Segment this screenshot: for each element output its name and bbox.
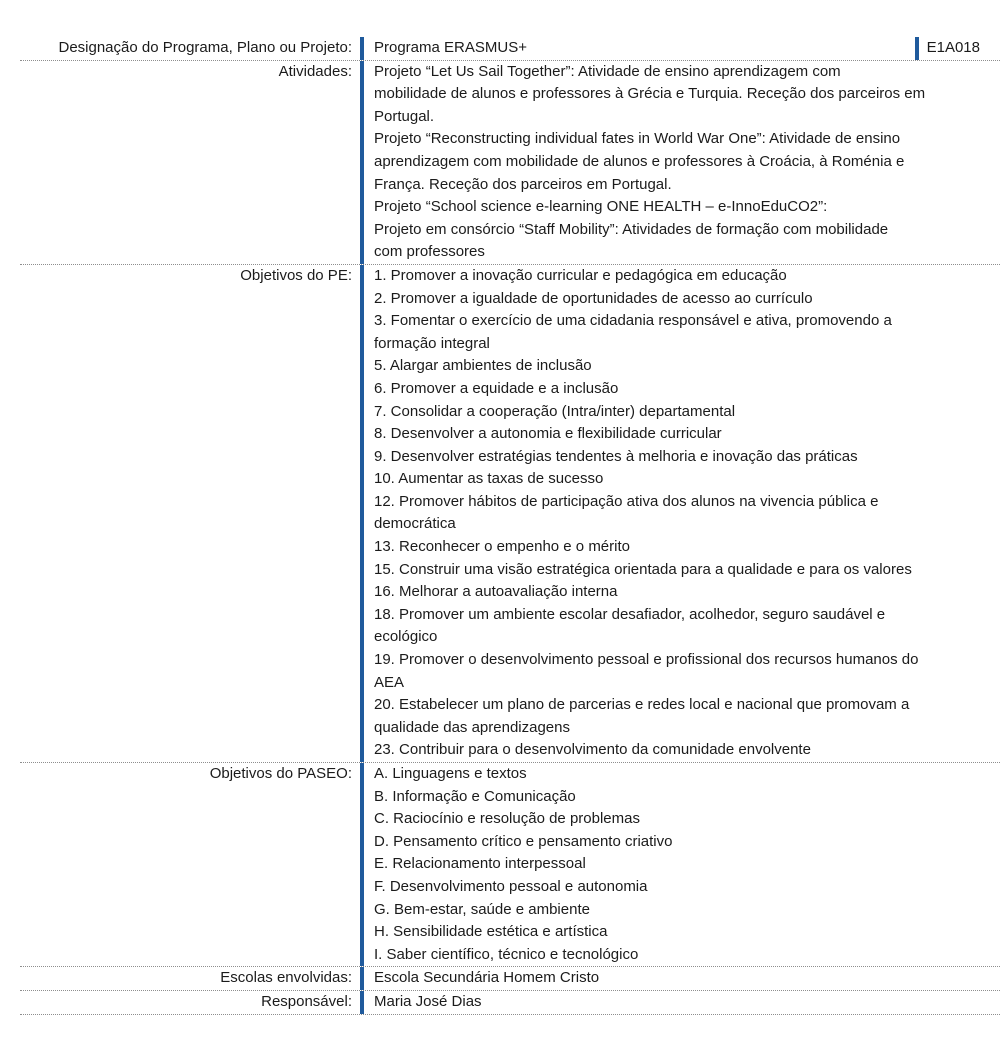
row-label: Objetivos do PE:	[240, 266, 352, 284]
value-line: formação integral	[374, 334, 490, 352]
value-line: AEA	[374, 673, 405, 691]
value-line: 5. Alargar ambientes de inclusão	[374, 357, 592, 375]
row-objetivos-do-pe	[20, 265, 1000, 763]
row-value	[364, 967, 1000, 990]
value-line: D. Pensamento crítico e pensamento criativo	[374, 832, 673, 850]
value-line: A. Linguagens e textos	[374, 765, 527, 782]
value-line: mobilidade de alunos e professores à Grécia e Turquia. Receção dos parceiros em	[374, 85, 926, 103]
row-value	[364, 763, 1000, 966]
value-line: 8. Desenvolver a autonomia e flexibilidade curricular	[374, 425, 722, 443]
row-value	[364, 37, 1000, 60]
value-line: ecológico	[374, 628, 438, 646]
value-line: C. Raciocínio e resolução de problemas	[374, 810, 640, 828]
value-line: França. Receção dos parceiros em Portugal.	[374, 175, 672, 193]
value-line: com professores	[374, 243, 485, 261]
row-value	[364, 265, 1000, 762]
value-line: Projeto “Let Us Sail Together”: Atividade de ensino aprendizagem com	[374, 62, 841, 80]
value-line: 18. Promover um ambiente escolar desafiador, acolhedor, seguro saudável e	[374, 605, 886, 623]
row-label: Atividades:	[278, 62, 352, 80]
value-line: 1. Promover a inovação curricular e pedagógica em educação	[374, 266, 787, 284]
value-line: 2. Promover a igualdade de oportunidades de acesso ao currículo	[374, 289, 813, 307]
field-rows	[20, 61, 1000, 1015]
project-sheet	[20, 37, 1000, 1015]
value-line: 9. Desenvolver estratégias tendentes à melhoria e inovação das práticas	[374, 447, 858, 465]
row-label: Designação do Programa, Plano ou Projeto:	[58, 39, 352, 56]
value-line: Projeto em consórcio “Staff Mobility”: Atividades de formação com mobilidade	[374, 220, 889, 238]
row-responsavel	[20, 991, 1000, 1015]
value-line: H. Sensibilidade estética e artística	[374, 923, 608, 941]
row-program-designation	[20, 37, 1000, 61]
value-line: B. Informação e Comunicação	[374, 787, 576, 805]
program-name: Programa ERASMUS+	[374, 39, 527, 56]
row-label: Responsável:	[261, 992, 352, 1010]
value-line: F. Desenvolvimento pessoal e autonomia	[374, 877, 648, 895]
value-line: Projeto “School science e-learning ONE HEALTH – e-InnoEduCO2”:	[374, 198, 828, 216]
code-accent-bar	[915, 37, 919, 60]
row-objetivos-do-paseo	[20, 763, 1000, 967]
value-line: 16. Melhorar a autoavaliação interna	[374, 583, 618, 601]
program-code-box	[915, 37, 980, 60]
value-line: 12. Promover hábitos de participação ativa dos alunos na vivencia pública e	[374, 492, 879, 510]
value-line: 3. Fomentar o exercício de uma cidadania responsável e ativa, promovendo a	[374, 312, 892, 330]
value-line: 15. Construir uma visão estratégica orientada para a qualidade e para os valores	[374, 560, 912, 578]
program-code: E1A018	[926, 39, 980, 56]
value-line: 7. Consolidar a cooperação (Intra/inter) departamental	[374, 402, 736, 420]
row-escolas-envolvidas	[20, 967, 1000, 991]
value-line: Portugal.	[374, 107, 435, 125]
row-label: Escolas envolvidas:	[220, 969, 352, 987]
row-atividades	[20, 61, 1000, 265]
value-line: 10. Aumentar as taxas de sucesso	[374, 470, 604, 488]
value-line: E. Relacionamento interpessoal	[374, 855, 586, 873]
value-line: 19. Promover o desenvolvimento pessoal e profissional dos recursos humanos do	[374, 651, 919, 669]
value-line: Maria José Dias	[374, 992, 482, 1010]
value-line: 20. Estabelecer um plano de parcerias e redes local e nacional que promovam a	[374, 696, 910, 714]
value-line: 6. Promover a equidade e a inclusão	[374, 379, 619, 397]
row-value	[364, 991, 1000, 1014]
row-label: Objetivos do PASEO:	[209, 765, 352, 782]
value-line: democrática	[374, 515, 456, 533]
row-value	[364, 61, 1000, 264]
value-line: G. Bem-estar, saúde e ambiente	[374, 900, 590, 918]
value-line: I. Saber científico, técnico e tecnológico	[374, 945, 639, 963]
value-line: Escola Secundária Homem Cristo	[374, 969, 600, 987]
value-line: qualidade das aprendizagens	[374, 718, 570, 736]
value-line: 23. Contribuir para o desenvolvimento da comunidade envolvente	[374, 741, 811, 759]
value-line: aprendizagem com mobilidade de alunos e professores à Croácia, à Roménia e	[374, 152, 905, 170]
value-line: 13. Reconhecer o empenho e o mérito	[374, 538, 630, 556]
value-line: Projeto “Reconstructing individual fates in World War One”: Atividade de ensino	[374, 130, 901, 148]
